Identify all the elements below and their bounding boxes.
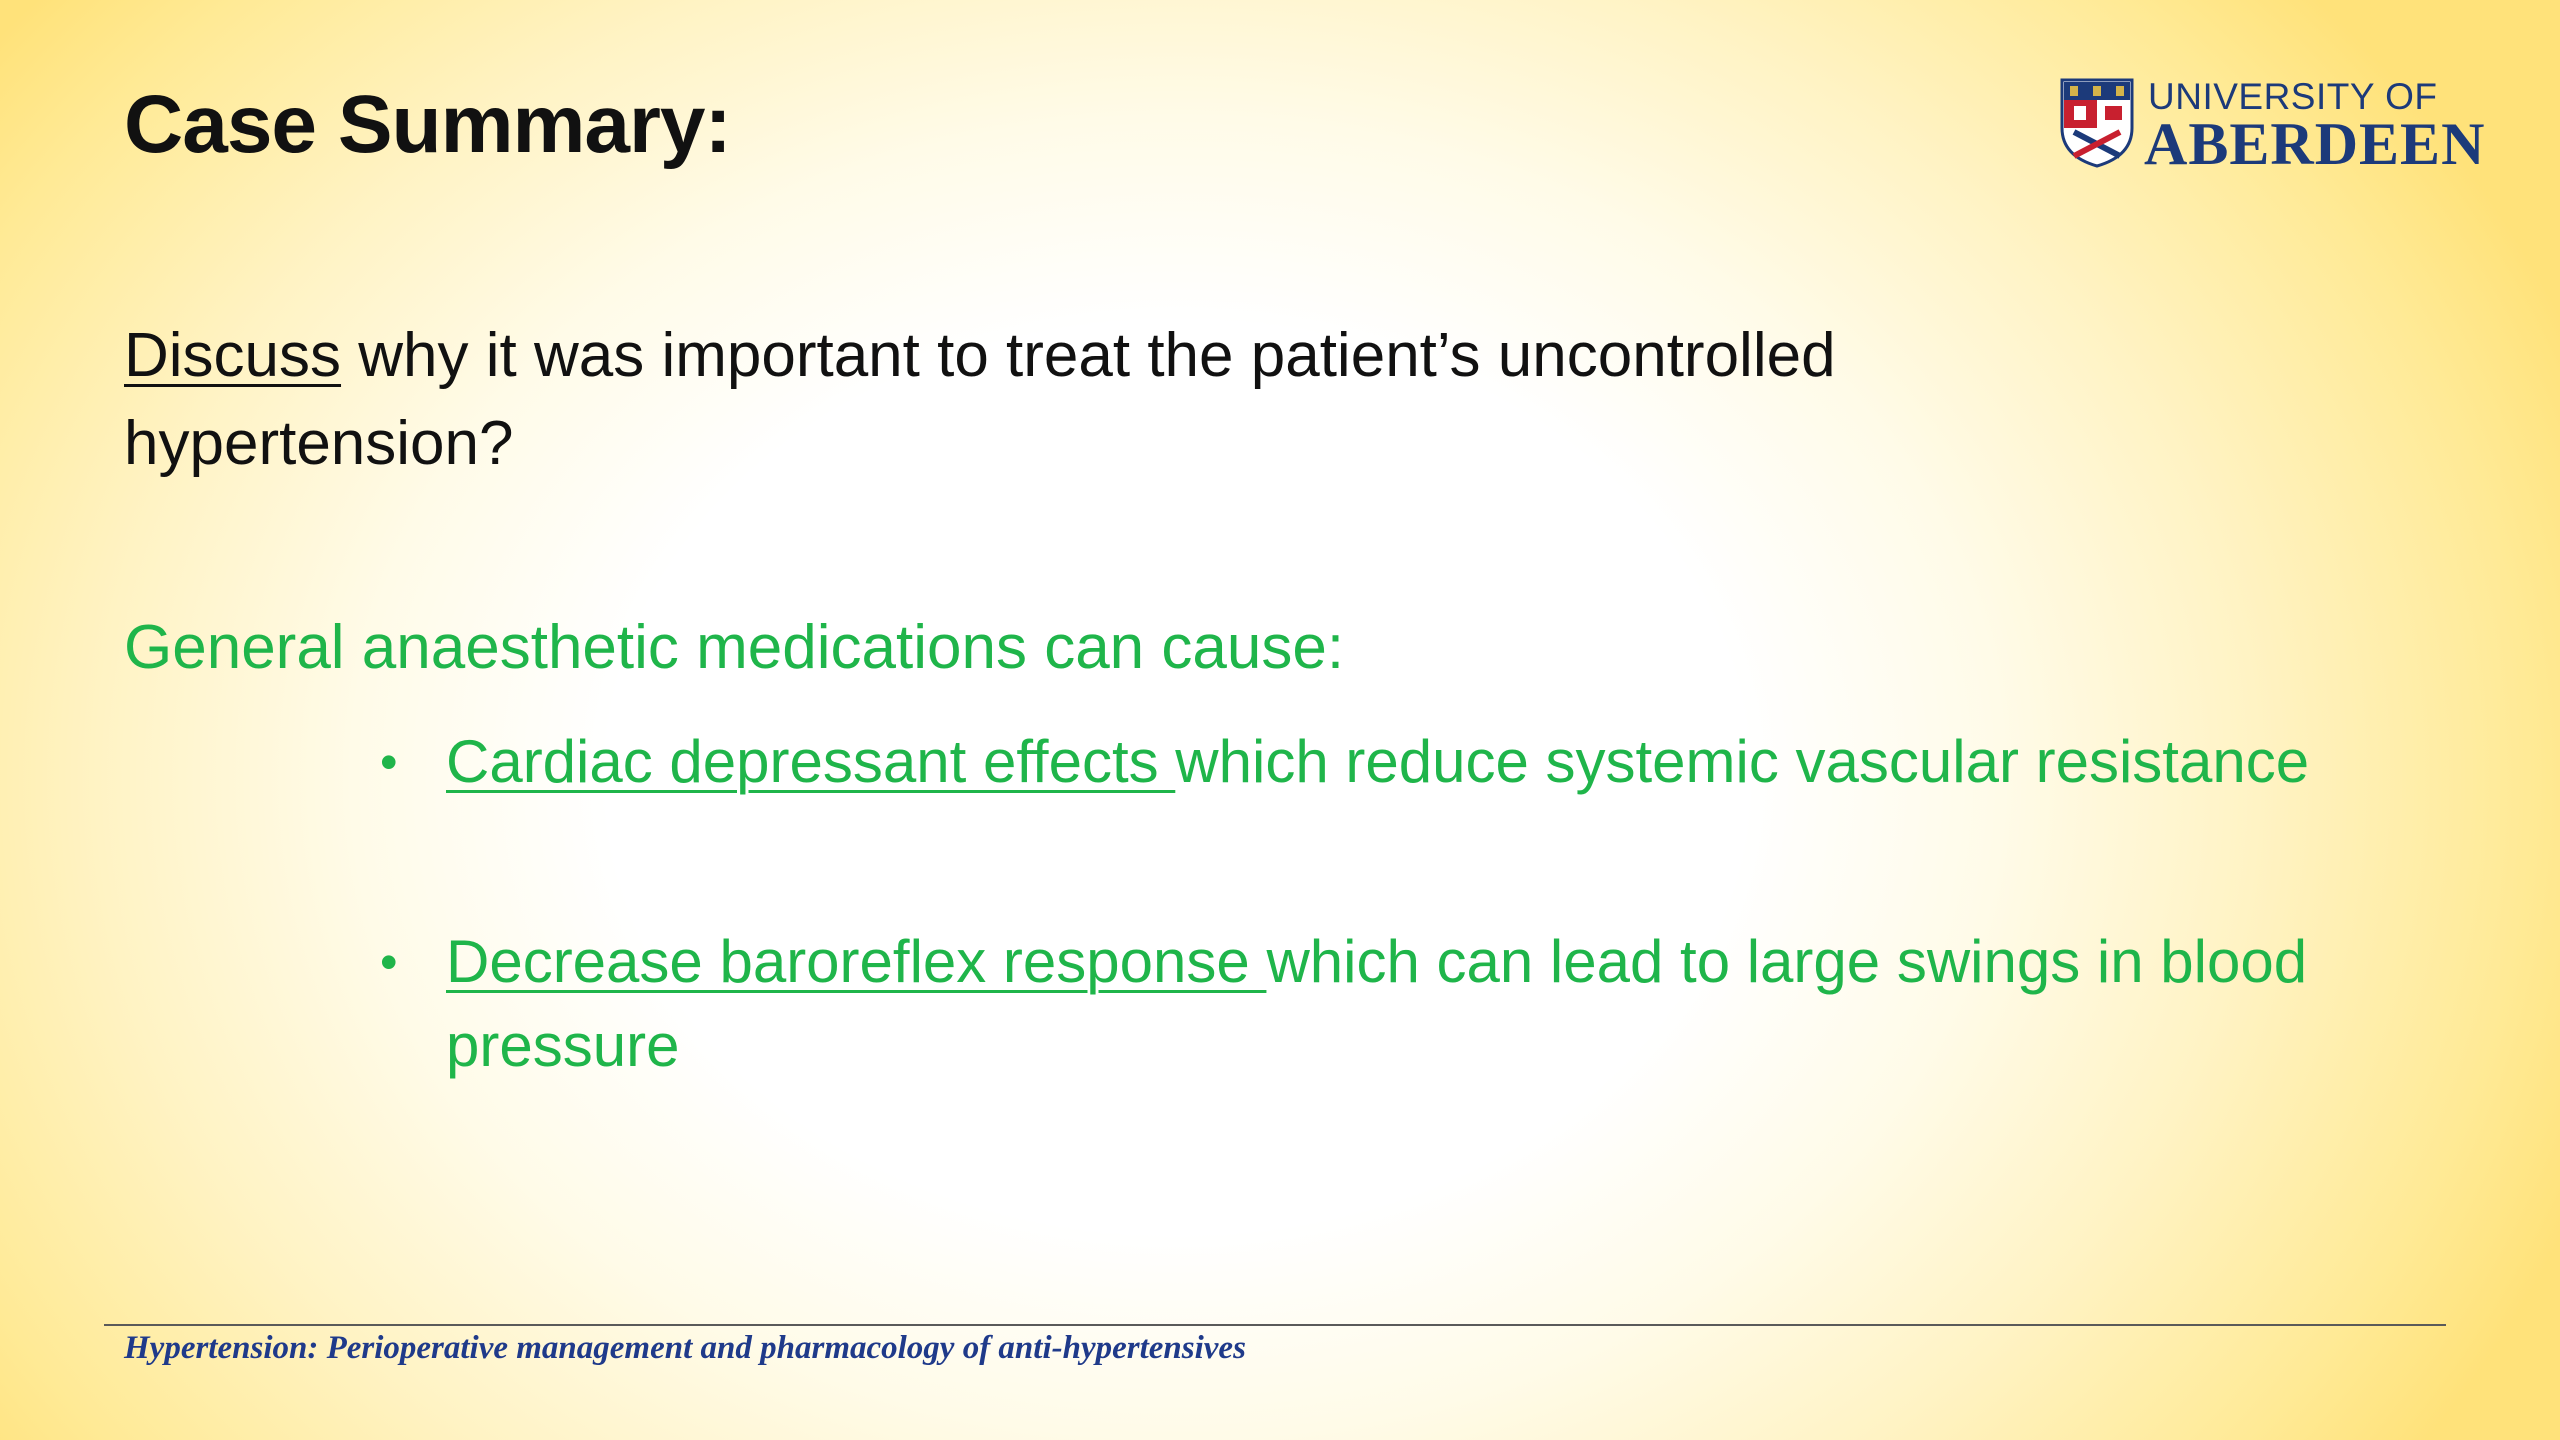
bullet-marker: •: [380, 734, 398, 790]
logo-text-university-of: UNIVERSITY OF: [2148, 76, 2438, 117]
list-item: [380, 920, 2380, 1088]
bullet-text: which reduce systemic vascular resistance: [1175, 728, 2310, 795]
bullet-marker: •: [380, 934, 398, 990]
footer-title: Hypertension: Perioperative management and pharmacology of anti-hypertensives: [124, 1330, 1246, 1366]
question-text: why it was important to treat the patient’s uncontrolled hypertension?: [124, 321, 1836, 478]
list-item: [380, 720, 2380, 804]
answer-intro: General anaesthetic medications can cause:: [124, 613, 1345, 682]
bullet-text: which can lead to large swings in blood pressure: [446, 928, 2308, 1079]
footer-divider: [104, 1324, 2446, 1326]
bullet-key-term: Cardiac depressant effects: [446, 728, 1176, 795]
slide-title: Case Summary:: [124, 79, 731, 170]
answer-bullet-list: [380, 720, 2380, 1204]
bullet-key-term: Decrease baroreflex response: [446, 928, 1267, 995]
question-emphasis: Discuss: [124, 321, 342, 390]
logo-text-aberdeen: ABERDEEN: [2144, 111, 2486, 177]
university-crest-icon: [2060, 78, 2134, 168]
university-logo: [2060, 76, 2486, 177]
discussion-question: [124, 312, 2124, 488]
